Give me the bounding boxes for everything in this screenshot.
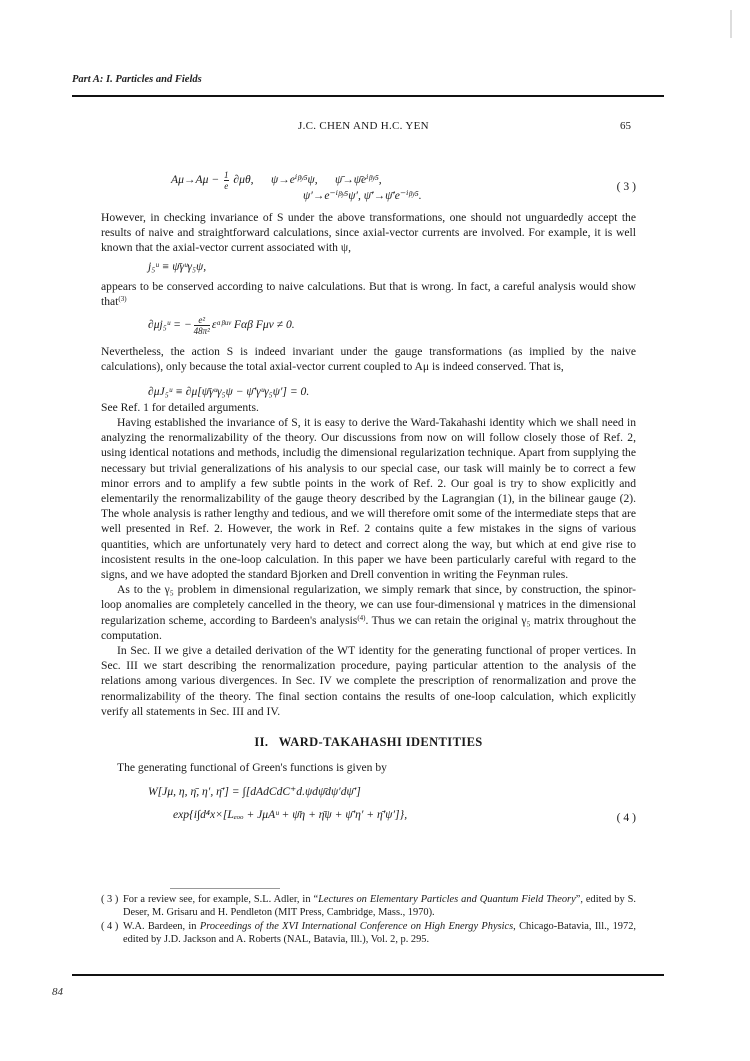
- equation-4-line-2: exp{i∫d⁴x×[Lₑₒₒ + JμAᵘ + ψ̄η + η̄ψ + ψ̄′η′ + η̄′ψ′]},: [173, 807, 408, 821]
- header-page-number: 65: [620, 120, 631, 132]
- footnote-number: ( 3 ): [101, 894, 119, 905]
- footnote-rule: [170, 888, 280, 889]
- section-heading: II. WARD-TAKAHASHI IDENTITIES: [254, 735, 483, 750]
- equation-3-line-1: Aμ→Aμ − $\frac{1}{e}$ ∂μθ, ψ→eⁱᵝʸ⁵ψ, ψ̄→ψ̄eⁱᵝʸ⁵,: [171, 170, 382, 191]
- paragraph: The generating functional of Green's functions is given by: [117, 761, 387, 775]
- page-header: [0, 120, 750, 136]
- equation-4-line-1: W[Jμ, η, η̄, η′, η̄′] = ∫[dAdCdC⁺d.ψdψ̄dψ′dψ̄′]: [148, 784, 361, 798]
- citation-ref[interactable]: (3): [118, 295, 127, 304]
- equation-axial-current: j₅ᵘ ≡ ψ̄γᵘγ₅ψ,: [148, 259, 207, 273]
- fraction: $\frac{1}{e}$: [224, 170, 229, 191]
- running-head: Part A: I. Particles and Fields: [72, 74, 202, 85]
- paragraph: Nevertheless, the action S is indeed invariant under the gauge transformations (as implied by the naive calculations), only because the total axial-vector current coupled to Aμ is indeed conserved. That is,: [101, 345, 636, 374]
- footnote-title: Lectures on Elementary Particles and Quantum Field Theory: [318, 894, 576, 905]
- equation-anomaly: ∂μj₅ᵘ = − $\frac{\text{e²}}{\text{48π²}}$ εᵅᵝᵘᵛ Fαβ Fμν ≠ 0.: [148, 315, 295, 337]
- top-rule: [72, 95, 664, 97]
- footnote-title: Proceedings of the XVI International Conference on High Energy Physics: [199, 921, 514, 932]
- footnote: ( 3 ) For a review see, for example, S.L. Adler, in “Lectures on Elementary Particles and Quantum Field Theory”, edited by S. Deser, M. Grisaru and H. Pendleton (MIT Press, Cambridge, Mass., 1970).: [101, 894, 636, 918]
- paragraph: In Sec. II we give a detailed derivation of the WT identity for the generating functional of proper vertices. In Sec. III we start describing the renormalization procedure, paying particular attention to the analysis of the relations among various divergences. In Sec. IV we complete the prescription of renormalization and prove the renormalizability of the theory. The final section contains the results of one-loop calculation, which explicitly verify all statements in Sec. III and IV.: [101, 644, 636, 718]
- folio-number: 84: [52, 986, 63, 998]
- paragraph: See Ref. 1 for detailed arguments.: [101, 400, 259, 414]
- equation-total-current: ∂μJ₅ᵘ ≡ ∂μ[ψ̄γᵘγ₅ψ − ψ̄′γᵘγ₅ψ′] = 0.: [148, 384, 310, 398]
- body-text: [101, 170, 636, 828]
- equation-3: [101, 170, 636, 204]
- equation-number: ( 3 ): [616, 180, 636, 193]
- equation-4: [101, 784, 636, 828]
- paragraph: As to the γ₅ problem in dimensional regularization, we simply remark that since, by construction, the spinor-loop anomalies are completely cancelled in the theory, we can use four-dimensional γ matrices in the dimensional regularization scheme, according to Bardeen's analysis$^{(4)}$. Thus we can retain the original γ₅ matrix throughout the computation.: [101, 583, 636, 642]
- fraction: $\frac{\text{e²}}{\text{48π²}}$: [193, 315, 210, 337]
- paragraph: However, in checking invariance of S under the above transformations, one should not unguardedly accept the results of naive and straightforward calculations, since axial-vector currents are involved. For example, it is well known that the axial-vector current associated with ψ,: [101, 211, 636, 255]
- paragraph: appears to be conserved according to naive calculations. But that is wrong. In fact, a careful analysis would show that$^{(3)}$: [101, 279, 636, 309]
- citation-ref[interactable]: (4): [357, 613, 366, 622]
- equation-number: ( 4 ): [616, 810, 636, 824]
- bottom-rule: [72, 974, 664, 976]
- equation-3-line-2: ψ′→e⁻ⁱᵝʸ⁵ψ′, ψ̄′→ψ̄′e⁻ⁱᵝʸ⁵.: [303, 189, 422, 202]
- footnote: ( 4 ) W.A. Bardeen, in Proceedings of the XVI International Conference on High Energy Physics, Chicago-Batavia, Ill., 1972, edited by J.D. Jackson and A. Roberts (NAL, Batavia, Ill.), Vol. 2, p. 295.: [101, 921, 636, 945]
- footnotes: [101, 893, 636, 947]
- footnote-number: ( 4 ): [101, 921, 119, 932]
- header-authors: J.C. CHEN AND H.C. YEN: [298, 120, 429, 132]
- scan-artifact: [730, 10, 732, 38]
- paragraph: Having established the invariance of S, it is easy to derive the Ward-Takahashi identity which we shall need in analyzing the renormalizability of the theory. Our discussions from now on will follow closely those of Ref. 2, using identical notations and methods, includig the dimensional regularization technique. Apart from supplying the necessary but trivial generalizations of his analysis to our special case, our task will mainly be to correct a few minor errors and to amplify a few subtle points in the work of Ref. 2. Our goal is try to show explicitly and elementarily the renormalizability of the gauge theory described by the Lagrangian (1), in the bilinear gauge (2). The whole analysis is rather lengthy and tedious, and we will therefore omit some of the intermediate steps that are well presented in Ref. 2. However, the work in Ref. 2 contains quite a few mistakes in the signs of various quantities, which are unfortunately very hard to detect and correct along the way, but which at end give rise to incosistent results in the one-loop calculation. In this paper we have been particularly careful with regard to the signs, and we have adopted the standard Bjorken and Drell convention in writing the Feynman rules.: [101, 416, 636, 582]
